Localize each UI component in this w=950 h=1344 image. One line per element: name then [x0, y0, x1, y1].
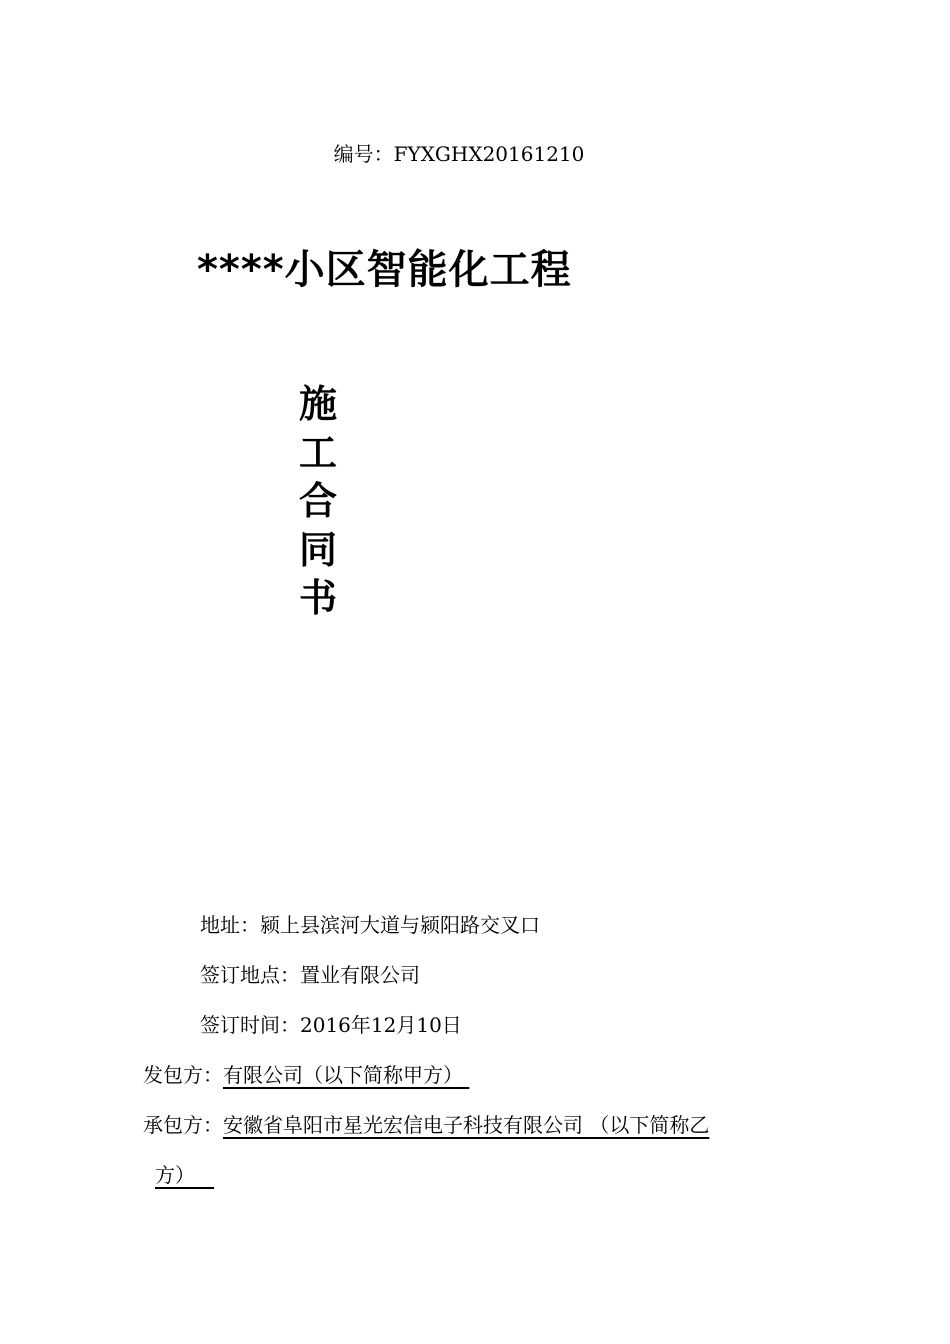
- address-value: 颍上县滨河大道与颍阳路交叉口: [260, 913, 540, 937]
- title-char-3: 合: [299, 479, 338, 523]
- party-b-line-continued: [155, 1159, 214, 1188]
- address-label: 地址：: [200, 913, 260, 937]
- title-char-5: 书: [299, 576, 338, 620]
- sign-place-label: 签订地点：: [200, 963, 300, 987]
- project-title: ****小区智能化工程: [197, 247, 572, 293]
- address-line: [200, 909, 540, 938]
- title-char-2: 工: [299, 430, 338, 475]
- title-char-1: 施: [299, 382, 338, 426]
- party-a-label: 发包方：: [143, 1063, 223, 1087]
- document-type-title: [299, 380, 337, 623]
- document-number: 编号：FYXGHX20161210: [333, 142, 585, 166]
- party-a-line: [143, 1059, 469, 1088]
- sign-date-line: [200, 1009, 462, 1038]
- party-b-label: 承包方：: [143, 1113, 223, 1137]
- party-b-value-continued: 方）: [155, 1163, 195, 1187]
- sign-place-value: 置业有限公司: [300, 963, 420, 987]
- party-a-value: 有限公司（以下简称甲方）: [223, 1063, 463, 1087]
- party-b-value: 安徽省阜阳市星光宏信电子科技有限公司 （以下简称乙: [223, 1113, 710, 1137]
- sign-date-label: 签订时间：: [200, 1013, 300, 1037]
- title-char-4: 同: [299, 527, 338, 572]
- party-b-line: [143, 1109, 709, 1138]
- sign-place-line: [200, 959, 420, 988]
- sign-date-value: 2016年12月10日: [300, 1013, 462, 1037]
